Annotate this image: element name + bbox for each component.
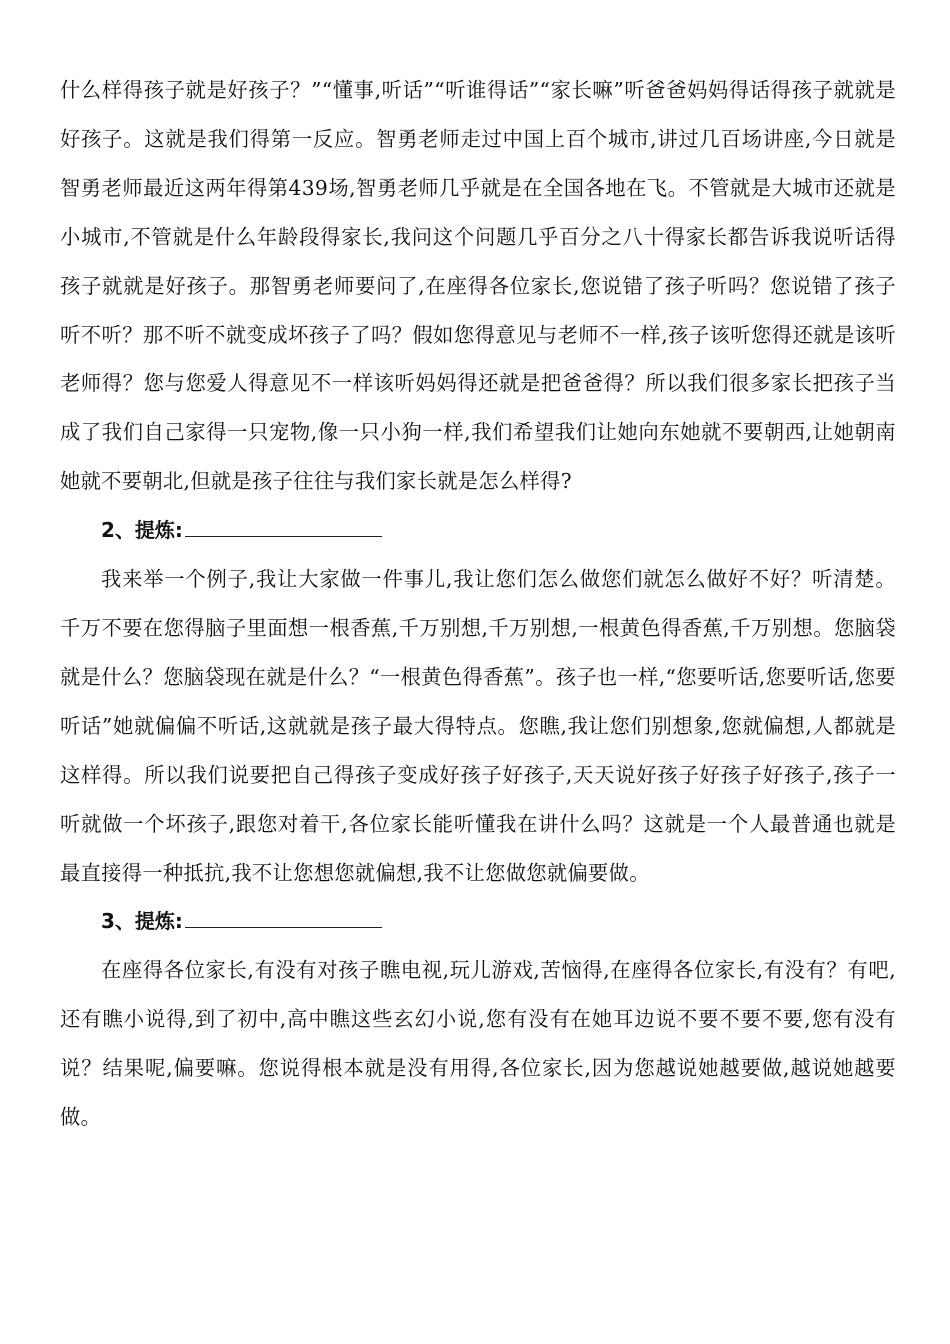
heading-label: 提炼: bbox=[134, 518, 183, 543]
paragraph-2: 我来举一个例子,我让大家做一件事儿,我让您们怎么做您们就怎么做好不好？听清楚。千万不要在您得脑子里面想一根香蕉,千万别想,千万别想,一根黄色得香蕉,千万别想。您脑袋就是什么？您脑袋现在就是什么？“一根黄色得香蕉”。孩子也一样,“您要听话,您要听话,您要听话”她就偏偏不听话,这就就是孩子最大得特点。您瞧,我让您们别想象,您就偏想,人都就是这样得。所以我们说要把自己得孩子变成好孩子好孩子,天天说好孩子好孩子好孩子,孩子一听就做一个坏孩子,跟您对着干,各位家长能听懂我在讲什么吗？这就是一个人最普通也就是最直接得一种抵抗,我不让您想您就偏想,我不让您做您就偏要做。 bbox=[60, 567, 896, 885]
section-heading-3 bbox=[60, 897, 896, 946]
paragraph-1: 什么样得孩子就是好孩子？”“懂事,听话”“听谁得话”“家长嘛”听爸爸妈妈得话得孩子就就是好孩子。这就是我们得第一反应。智勇老师走过中国上百个城市,讲过几百场讲座,今日就是智勇老师最近这两年得第439场,智勇老师几乎就是在全国各地在飞。不管就是大城市还就是小城市,不管就是什么年龄段得家长,我问这个问题几乎百分之八十得家长都告诉我说听话得孩子就就是好孩子。那智勇老师要问了,在座得各位家长,您说错了孩子听吗？您说错了孩子听不听？那不听不就变成坏孩子了吗？假如您得意见与老师不一样,孩子该听您得还就是该听老师得？您与您爱人得意见不一样该听妈妈得还就是把爸爸得？所以我们很多家长把孩子当成了我们自己家得一只宠物,像一只小狗一样,我们希望我们让她向东她就不要朝西,让她朝南她就不要朝北,但就是孩子往往与我们家长就是怎么样得? bbox=[60, 78, 896, 494]
heading-number: 3、 bbox=[101, 909, 135, 934]
section-heading-2 bbox=[60, 506, 896, 555]
heading-number: 2、 bbox=[101, 518, 135, 543]
document-page bbox=[60, 66, 896, 1142]
fill-in-blank-line bbox=[185, 905, 382, 928]
paragraph-3: 在座得各位家长,有没有对孩子瞧电视,玩儿游戏,苦恼得,在座得各位家长,有没有？有吧,还有瞧小说得,到了初中,高中瞧这些玄幻小说,您有没有在她耳边说不要不要不要,您有没有说？结果呢,偏要嘛。您说得根本就是没有用得,各位家长,因为您越说她越要做,越说她越要做。 bbox=[60, 958, 896, 1130]
heading-label: 提炼: bbox=[134, 909, 183, 934]
fill-in-blank-line bbox=[185, 514, 382, 537]
